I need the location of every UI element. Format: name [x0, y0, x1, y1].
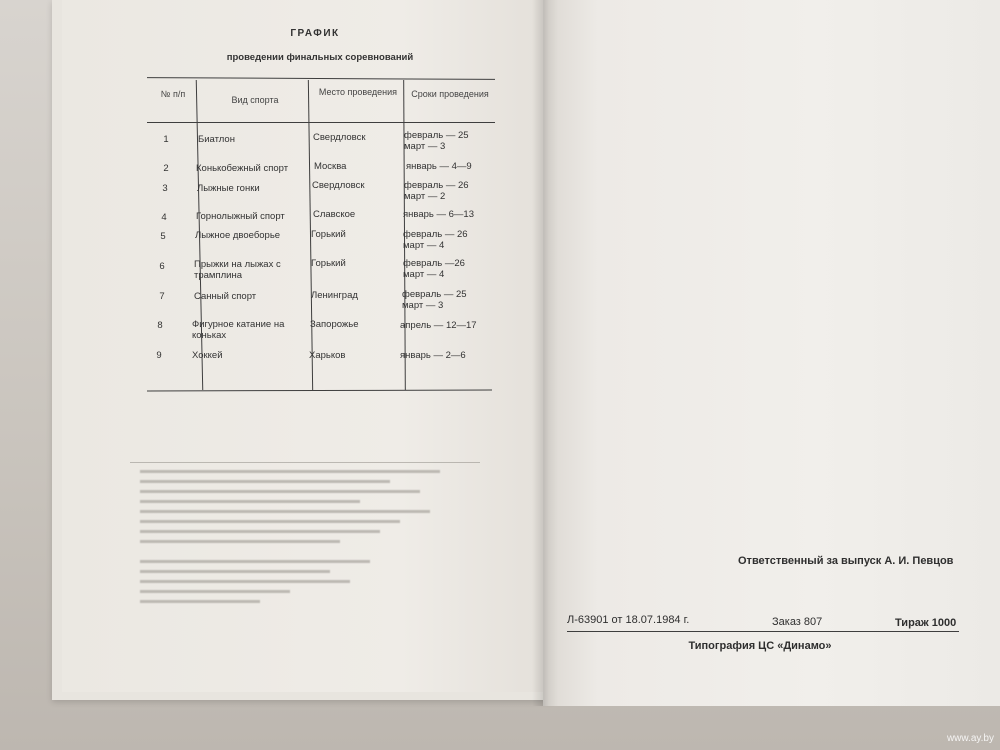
- row-number: 1: [163, 134, 169, 145]
- row-place: Славское: [313, 209, 356, 220]
- table-top-rule: [147, 77, 495, 80]
- row-place: Свердловск: [312, 180, 365, 191]
- row-number: 9: [156, 350, 162, 361]
- row-dates: февраль —26 март — 4: [403, 258, 465, 280]
- row-sport: Конькобежный спорт: [196, 163, 289, 174]
- row-sport: Фигурное катание на коньках: [192, 319, 285, 341]
- row-sport: Санный спорт: [194, 291, 257, 302]
- imprint-rule: [567, 631, 959, 632]
- row-place: Свердловск: [313, 132, 366, 143]
- row-sport: Лыжное двоеборье: [195, 230, 281, 241]
- table-bottom-rule: [147, 390, 492, 392]
- row-sport: Биатлон: [198, 134, 235, 145]
- row-number: 5: [160, 231, 166, 242]
- row-dates: январь — 6—13: [403, 209, 474, 220]
- row-sport: Горнолыжный спорт: [196, 211, 285, 222]
- row-place: Харьков: [309, 350, 346, 361]
- header-dates: Сроки проведения: [411, 89, 489, 99]
- row-place: Горький: [311, 229, 346, 240]
- row-dates: январь — 2—6: [400, 350, 466, 361]
- row-place: Горький: [311, 258, 346, 269]
- row-dates: февраль — 25 март — 3: [404, 130, 469, 152]
- row-dates: февраль — 25 март — 3: [402, 289, 467, 311]
- row-number: 4: [161, 212, 167, 223]
- row-place: Москва: [314, 161, 347, 172]
- header-number: № п/п: [160, 89, 186, 99]
- watermark: www.ay.by: [946, 733, 994, 744]
- row-dates: февраль — 26 март — 2: [404, 180, 469, 202]
- document-title: ГРАФИК: [290, 28, 340, 39]
- bleed-through-text: [130, 462, 480, 622]
- printer-name: Типография ЦС «Динамо»: [688, 640, 832, 652]
- header-sport: Вид спорта: [231, 95, 279, 105]
- bleed-through-lines: [130, 462, 480, 622]
- row-number: 6: [159, 261, 165, 272]
- row-sport: Лыжные гонки: [197, 183, 260, 194]
- row-dates: январь — 4—9: [406, 161, 472, 172]
- row-sport: Хоккей: [192, 350, 223, 361]
- responsible-editor: Ответственный за выпуск А. И. Певцов: [738, 555, 954, 567]
- row-sport: Прыжки на лыжах с трамплина: [194, 259, 281, 281]
- row-place: Запорожье: [310, 319, 359, 330]
- table-header-rule: [147, 122, 495, 123]
- print-run: Тираж 1000: [895, 617, 957, 629]
- order-number: Заказ 807: [772, 616, 823, 628]
- row-dates: февраль — 26 март — 4: [403, 229, 468, 251]
- row-place: Ленинград: [311, 290, 358, 301]
- row-dates: апрель — 12—17: [400, 320, 477, 331]
- row-number: 2: [163, 163, 169, 174]
- license-number: Л-63901 от 18.07.1984 г.: [567, 614, 690, 626]
- row-number: 7: [159, 291, 165, 302]
- row-number: 8: [157, 320, 163, 331]
- header-place: Место проведения: [318, 87, 398, 97]
- document-subtitle: проведении финальных соревнований: [226, 52, 414, 63]
- row-number: 3: [162, 183, 168, 194]
